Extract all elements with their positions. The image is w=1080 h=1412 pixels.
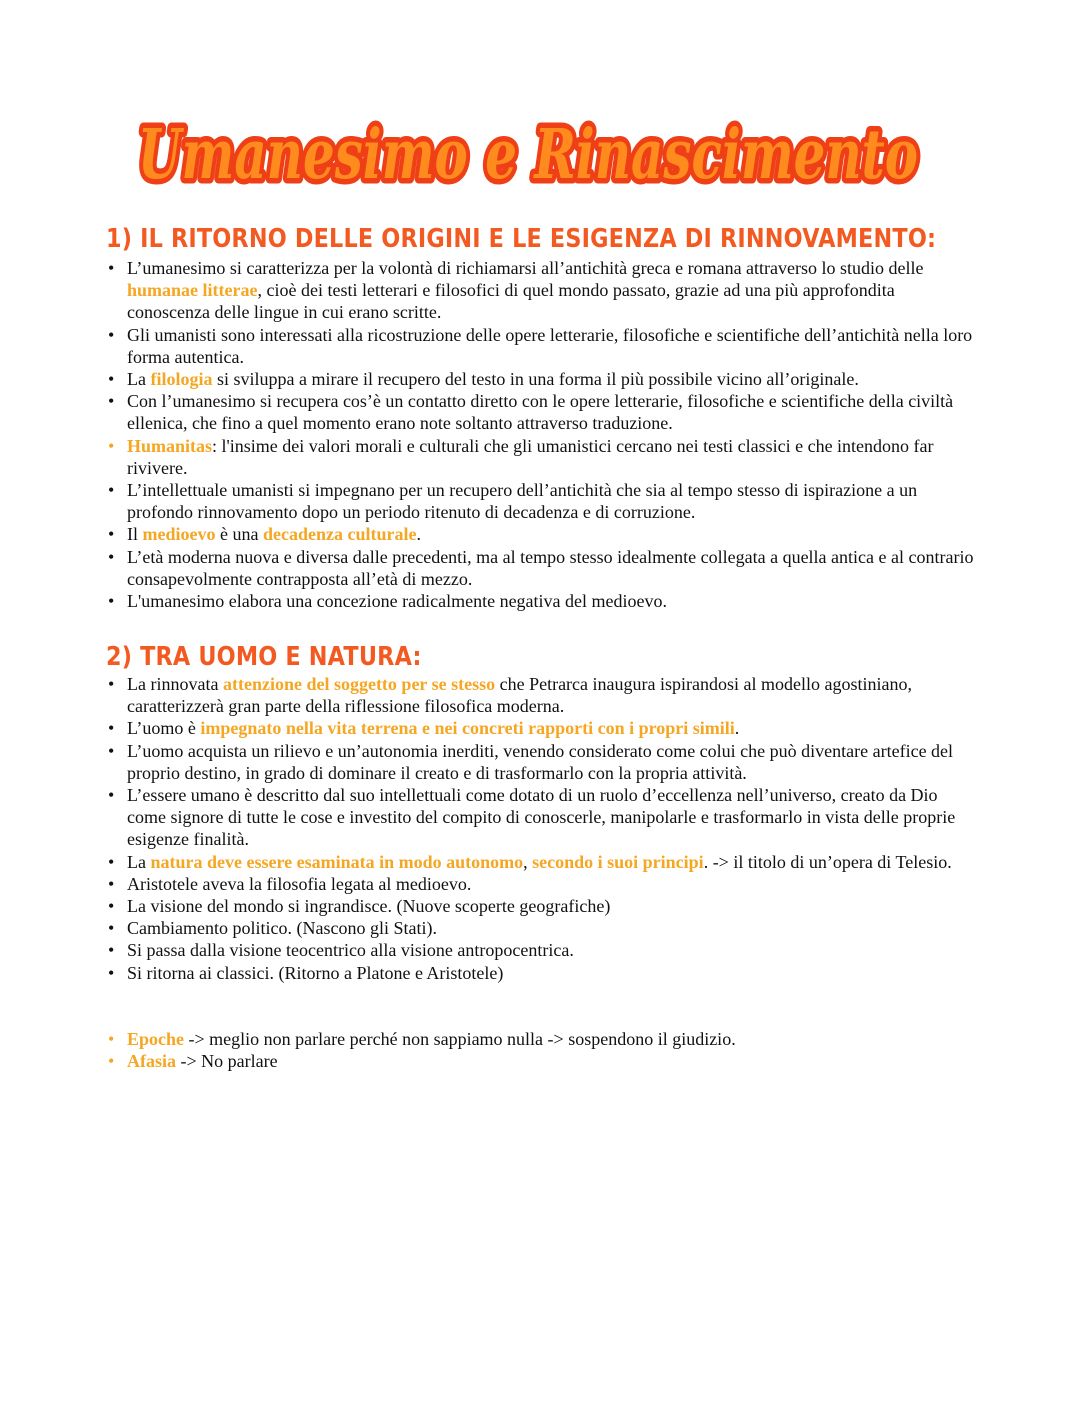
list-item [106, 523, 976, 545]
highlighted-term: humanae litterae [127, 280, 258, 301]
highlighted-term: medioevo [142, 524, 216, 545]
list-item-text: Si passa dalla visione teocentrico alla visione antropocentrica. [127, 940, 574, 961]
list-item [106, 368, 976, 390]
list-item-text: : l'insime dei valori morali e culturali che gli umanistici cercano nei testi classici e che intendono far rivivere. [127, 435, 934, 478]
document-title [118, 100, 938, 210]
highlighted-term: natura deve essere esaminata in modo autonomo [150, 851, 524, 872]
list-item-text: Aristotele aveva la filosofia legata al medioevo. [127, 873, 472, 894]
list-item [106, 435, 976, 479]
section-heading-1: 1) IL RITORNO DELLE ORIGINI E LE ESIGENZA DI RINNOVAMENTO: [106, 224, 937, 254]
list-item-text: che Petrarca inaugura ispirandosi al modello agostiniano, caratterizzerà gran parte della riflessione filosofica moderna. [127, 674, 912, 717]
list-item [106, 917, 976, 939]
list-item [106, 717, 976, 739]
list-item [106, 962, 976, 984]
highlighted-term: Epoche [127, 1029, 185, 1049]
list-item-text: L’essere umano è descritto dal suo intellettuali come dotato di un ruolo d’eccellenza nell’universo, creato da Dio come signore di tutte le cose e investito del compito di conoscerle, manipolarle e trasformarlo in vista delle proprie esigenze finalità. [127, 785, 956, 850]
list-item-text: La visione del mondo si ingrandisce. (Nuove scoperte geografiche) [127, 896, 611, 917]
highlighted-term: decadenza culturale [262, 524, 417, 545]
list-item-text: Con l’umanesimo si recupera cos’è un contatto diretto con le opere letterarie, filosofiche e scientifiche della civiltà ellenica, che fino a quel momento erano note soltanto attraverso traduzione. [127, 391, 954, 434]
list-item [106, 257, 976, 324]
list-item [106, 390, 976, 434]
list-item [106, 1050, 976, 1072]
highlighted-term: impegnato nella vita terrena e nei concreti rapporti con i propri simili [200, 718, 735, 739]
bullet-list-2 [106, 673, 976, 984]
list-item-text: L’intellettuale umanisti si impegnano per un recupero dell’antichità che sia al tempo stesso di ispirazione a un profondo rinnovamento dopo un periodo ritenuto di decadenza e di corruzione. [127, 480, 918, 523]
list-item-text: La rinnovata [127, 674, 223, 694]
list-item [106, 740, 976, 784]
highlighted-term: Humanitas [127, 435, 213, 456]
list-item-text: L’uomo acquista un rilievo e un’autonomia inerditi, venendo considerato come colui che può diventare artefice del proprio destino, in grado di dominare il creato e di trasformarlo con la propria attività. [127, 740, 954, 783]
list-item-text: . [416, 524, 421, 545]
list-item-text: . -> il titolo di un’opera di Telesio. [703, 851, 952, 872]
list-item-text: La [127, 369, 151, 390]
list-item [106, 1028, 976, 1050]
highlighted-term: filologia [150, 369, 213, 390]
list-item [106, 673, 976, 717]
list-item-text: si sviluppa a mirare il recupero del testo in una forma il più possibile vicino all’originale. [212, 369, 859, 390]
highlighted-term: Afasia [127, 1051, 176, 1072]
title-outline: Umanesimo e Rinascimento [138, 115, 918, 195]
list-item-text: Il [127, 524, 143, 545]
section-heading-2: 2) TRA UOMO E NATURA: [106, 642, 422, 672]
list-item-text: L’età moderna nuova e diversa dalle precedenti, ma al tempo stesso idealmente collegata a quella antica e al contrario consapevolmente contrapposta all’età di mezzo. [127, 546, 974, 589]
list-item [106, 590, 976, 612]
list-item-text: La [127, 851, 151, 872]
list-item [106, 851, 976, 873]
list-item-text: è una [215, 524, 263, 545]
list-item-text: , cioè dei testi letterari e filosofici di quel mondo passato, grazie ad una più approfondita conoscenza delle lingue in cui erano scritte. [127, 280, 895, 323]
list-item-text: Si ritorna ai classici. (Ritorno a Platone e Aristotele) [127, 962, 504, 983]
highlighted-term: attenzione del soggetto per se stesso [222, 674, 496, 694]
highlighted-term: secondo i suoi principi [532, 851, 704, 872]
title-text: Umanesimo e Rinascimento [138, 115, 918, 195]
list-item-text: L’uomo è [127, 718, 201, 739]
list-item-text: -> meglio non parlare perché non sappiamo nulla -> sospendono il giudizio. [184, 1029, 736, 1049]
list-item [106, 939, 976, 961]
bullet-list-1 [106, 257, 976, 612]
list-item [106, 784, 976, 851]
list-item-text: L'umanesimo elabora una concezione radicalmente negativa del medioevo. [127, 591, 668, 612]
list-item [106, 479, 976, 523]
list-item-text: Cambiamento politico. (Nascono gli Stati). [127, 918, 437, 939]
list-item [106, 873, 976, 895]
bullet-list-3 [106, 1028, 976, 1072]
list-item-text: L’umanesimo si caratterizza per la volontà di richiamarsi all’antichità greca e romana attraverso lo studio delle [127, 258, 924, 278]
list-item-text: Gli umanisti sono interessati alla ricostruzione delle opere letterarie, filosofiche e scientifiche dell’antichità nella loro forma autentica. [127, 324, 973, 367]
list-item [106, 546, 976, 590]
list-item-text: , [523, 851, 533, 872]
list-item [106, 895, 976, 917]
list-item-text: -> No parlare [176, 1051, 278, 1072]
list-item-text: . [734, 718, 740, 739]
list-item [106, 324, 976, 368]
